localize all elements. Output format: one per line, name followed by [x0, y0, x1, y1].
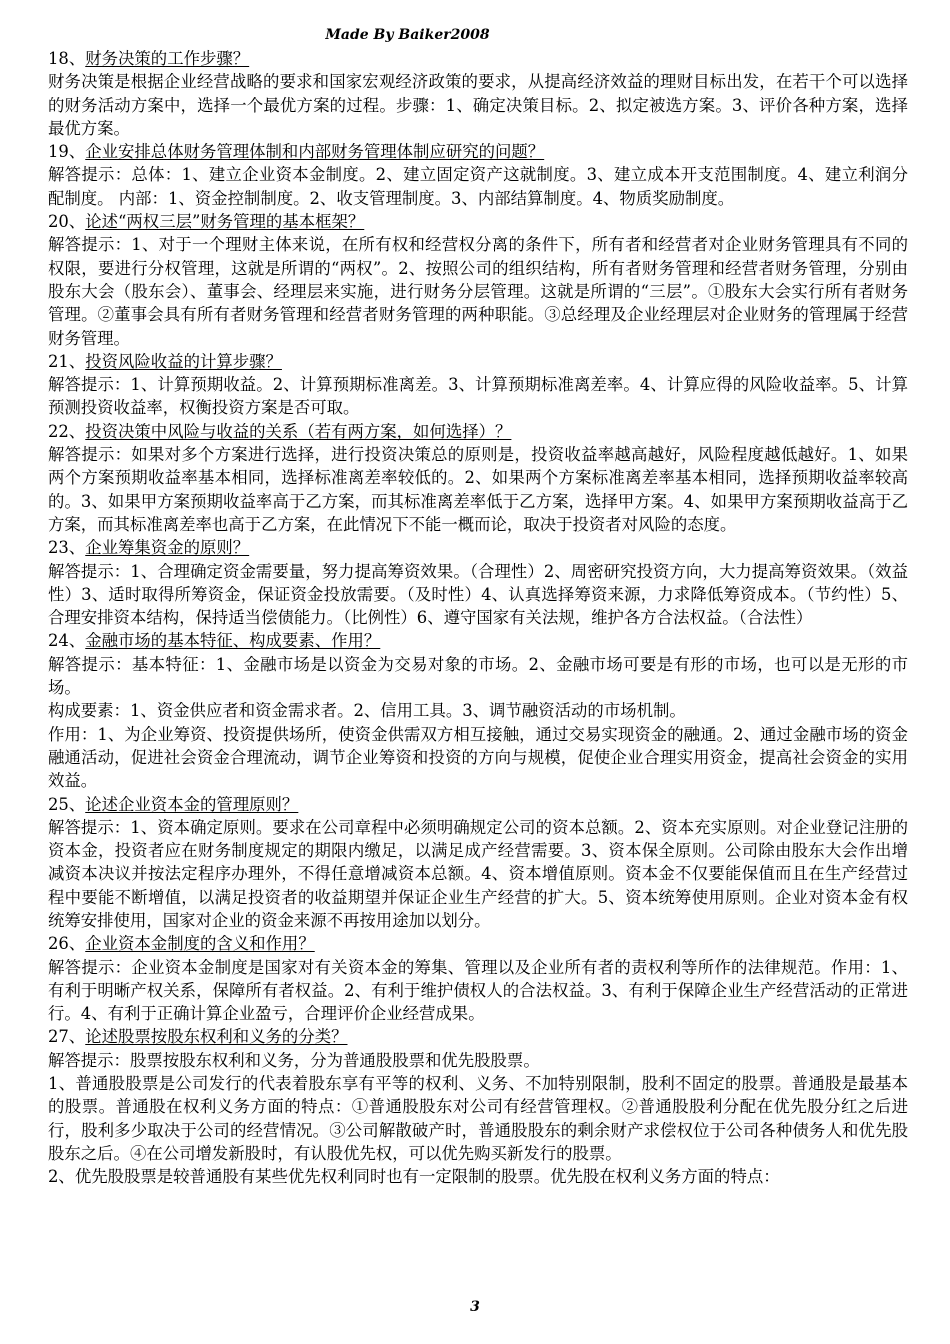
answer-paragraph: 作用：1、为企业筹资、投资提供场所，使资金供需双方相互接触，通过交易实现资金的融通。2、通过金融市场的资金融通活动，促进社会资金合理流动，调节企业筹资和投资的方向与规模，促使企业合理实用资金，提高社会资金的实用效益。 [48, 724, 908, 791]
answer-paragraph: 解答提示：1、计算预期收益。2、计算预期标准离差。3、计算预期标准离差率。4、计算应得的风险收益率。5、计算预测投资收益率，权衡投资方案是否可取。 [48, 375, 908, 418]
question-heading [48, 793, 908, 816]
answer-paragraph: 解答提示：基本特征：1、金融市场是以资金为交易对象的市场。2、金融市场可要是有形的市场，也可以是无形的市场。 [48, 654, 908, 698]
question-number: 25、 [48, 794, 86, 814]
question-number: 24、 [48, 631, 86, 651]
answer-paragraph: 解答提示：1、对于一个理财主体来说，在所有权和经营权分离的条件下，所有者和经营者对企业财务管理具有不同的权限，要进行分权管理，这就是所谓的“两权”。2、按照公司的组织结构，所有者财务管理和经营者财务管理，分别由股东大会（股东会）、董事会、经理层来实施，进行财务分层管理。这就是所谓的“三层”。①股东大会实行所有者财务管理。②董事会具有所有者财务管理和经营者财务管理的两种职能。③总经理及企业经理层对企业财务的管理属于经营财务管理。 [48, 235, 908, 348]
question-heading [48, 140, 908, 163]
answer-paragraph: 财务决策是根据企业经营战略的要求和国家宏观经济政策的要求，从提高经济效益的理财目标出发，在若干个可以选择的财务活动方案中，选择一个最优方案的过程。步骤：1、确定决策目标。2、拟定被选方案。3、评价各种方案，选择最优方案。 [48, 72, 908, 138]
question-number: 27、 [48, 1027, 86, 1047]
question-title: 投资决策中风险与收益的关系（若有两方案，如何选择）？ [85, 421, 512, 441]
question-number: 21、 [48, 351, 86, 371]
question-number: 26、 [48, 934, 86, 954]
answer-paragraph: 解答提示：总体：1、建立企业资本金制度。2、建立固定资产这就制度。3、建立成本开支范围制度。4、建立利润分配制度。 内部：1、资金控制制度。2、收支管理制度。3、内部结算制度。4、物质奖励制度。 [48, 165, 908, 208]
question-heading [48, 629, 908, 652]
question-title: 财务决策的工作步骤？ [85, 49, 250, 68]
question-title: 论述企业资本金的管理原则？ [85, 794, 299, 814]
question-title: 投资风险收益的计算步骤？ [85, 351, 282, 371]
answer-paragraph: 解答提示：企业资本金制度是国家对有关资本金的筹集、管理以及企业所有者的责权利等所作的法律规范。作用：1、有利于明晰产权关系，保障所有者权益。2、有利于维护债权人的合法权益。3、有利于保障企业生产经营活动的正常进行。4、有利于正确计算企业盈亏，合理评价企业经营成果。 [48, 957, 908, 1024]
question-title: 企业筹集资金的原则？ [85, 538, 250, 558]
document-body [48, 47, 908, 1189]
question-title: 企业资本金制度的含义和作用？ [85, 934, 315, 954]
answer-paragraph: 解答提示：1、资本确定原则。要求在公司章程中必须明确规定公司的资本总额。2、资本充实原则。对企业登记注册的资本金，投资者应在财务制度规定的期限内缴足，以满足成产经营需要。3、资本保全原则。公司除由股东大会作出增减资本决议并按法定程序办理外，不得任意增减资本总额。4、资本增值原则。资本金不仅要能保值而且在生产经营过程中要能不断增值，以满足投资者的收益期望并保证企业生产经营的扩大。5、资本统筹使用原则。企业对资本金有权统筹安排使用，国家对企业的资金来源不再按用途加以划分。 [48, 817, 908, 930]
answer-paragraph: 1、普通股股票是公司发行的代表着股东享有平等的权利、义务、不加特别限制，股利不固定的股票。普通股是最基本的股票。普通股在权利义务方面的特点：①普通股股东对公司有经营管理权。②普通股股利分配在优先股分红之后进行，股利多少取决于公司的经营情况。③公司解散破产时，普通股股东的剩余财产求偿权位于公司各种债务人和优先股股东之后。④在公司增发新股时，有认股优先权，可以优先购买新发行的股票。 [48, 1074, 908, 1163]
answer-paragraph: 构成要素：1、资金供应者和资金需求者。2、信用工具。3、调节融资活动的市场机制。 [48, 701, 686, 721]
question-title: 企业安排总体财务管理体制和内部财务管理体制应研究的问题？ [85, 142, 545, 162]
answer-paragraph: 解答提示：股票按股东权利和义务，分为普通股股票和优先股股票。 [48, 1050, 540, 1070]
question-number: 22、 [48, 421, 86, 441]
question-heading [48, 536, 908, 559]
page-header: Made By Baiker2008 [325, 27, 490, 43]
question-heading [48, 1025, 908, 1048]
question-heading [48, 932, 908, 955]
question-number: 19、 [48, 142, 86, 162]
question-number: 18、 [48, 49, 86, 68]
question-heading [48, 210, 908, 233]
question-number: 23、 [48, 538, 86, 558]
question-heading [48, 420, 908, 443]
question-number: 20、 [48, 212, 86, 232]
page-number: 3 [470, 1299, 480, 1315]
answer-paragraph: 2、优先股股票是较普通股有某些优先权利同时也有一定限制的股票。优先股在权利义务方面的特点： [48, 1167, 780, 1187]
question-title: 论述股票按股东权利和义务的分类？ [85, 1027, 348, 1047]
question-heading [48, 47, 908, 70]
question-title: 金融市场的基本特征、构成要素、作用？ [85, 631, 381, 651]
question-title: 论述“两权三层”财务管理的基本框架？ [85, 212, 365, 232]
answer-paragraph: 解答提示：1、合理确定资金需要量，努力提高筹资效果。（合理性）2、周密研究投资方向，大力提高筹资效果。（效益性）3、适时取得所筹资金，保证资金投放需要。（及时性）4、认真选择筹资来源，力求降低筹资成本。（节约性）5、合理安排资本结构，保持适当偿债能力。（比例性）6、遵守国家有关法规，维护各方合法权益。（合法性） [48, 561, 908, 628]
question-heading [48, 350, 908, 373]
answer-paragraph: 解答提示：如果对多个方案进行选择，进行投资决策总的原则是，投资收益率越高越好，风险程度越低越好。1、如果两个方案预期收益率基本相同，选择标准离差率较低的。2、如果两个方案标准离差率基本相同，选择预期收益率较高的。3、如果甲方案预期收益率高于乙方案，而其标准离差率低于乙方案，选择甲方案。4、如果甲方案预期收益高于乙方案，而其标准离差率也高于乙方案，在此情况下不能一概而论，取决于投资者对风险的态度。 [48, 445, 908, 534]
